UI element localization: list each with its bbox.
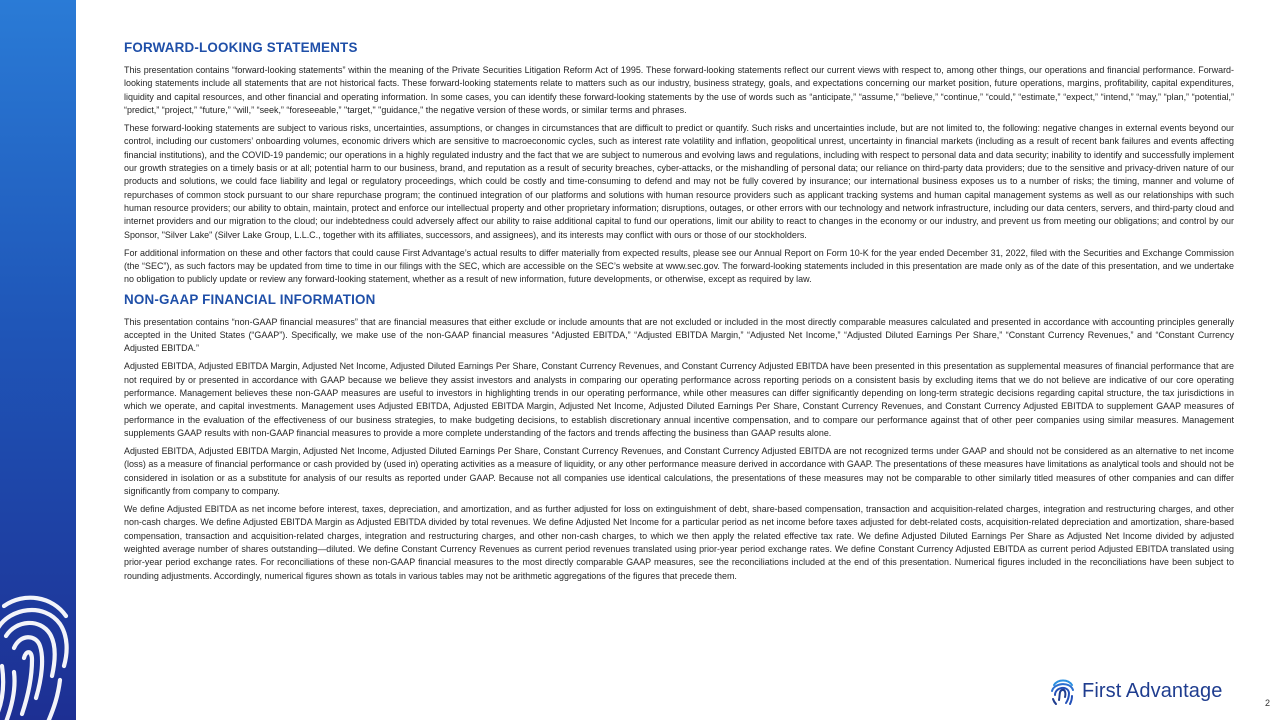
logo-text: First Advantage: [1082, 679, 1223, 702]
content-area: [124, 40, 1234, 588]
non-gaap-title: NON-GAAP FINANCIAL INFORMATION: [124, 291, 376, 307]
non-gaap-paragraph-1: This presentation contains “non-GAAP financial measures” that are financial measures that either exclude or include amounts that are not excluded or included in the most directly comparable measures calculated and presented in accordance with accounting principles generally accepted in the United States (“GAAP”). Specifically, we make use of the non-GAAP financial measures “Adjusted EBITDA,” “Adjusted EBITDA Margin,” “Adjusted Net Income,” “Adjusted Diluted Earnings Per Share,” “Constant Currency Revenues,” and “Constant Currency Adjusted EBITDA.”: [124, 316, 1234, 354]
forward-looking-paragraph-3: For additional information on these and other factors that could cause First Advantage’s actual results to differ materially from expected results, please see our Annual Report on Form 10-K for the year ended December 31, 2022, filed with the Securities and Exchange Commission (the “SEC”), as such factors may be updated from time to time in our filings with the SEC, which are accessible on the SEC’s website at www.sec.gov. The forward-looking statements included in this presentation are made only as of the date of this presentation, and we undertake no obligation to publicly update or review any forward-looking statement, whether as a result of new information, future developments, or otherwise, except as required by law.: [124, 247, 1234, 285]
fingerprint-icon: [0, 588, 76, 720]
non-gaap-paragraph-3: Adjusted EBITDA, Adjusted EBITDA Margin, Adjusted Net Income, Adjusted Diluted Earnings Per Share, Constant Currency Revenues, and Constant Currency Adjusted EBITDA are not recognized terms under GAAP and should not be considered as an alternative to net income (loss) as a measure of financial performance or cash provided by (used in) operating activities as a measure of liquidity, or any other performance measure derived in accordance with GAAP. The presentations of these measures have limitations as analytical tools and should not be considered in isolation or as a substitute for analysis of our results as reported under GAAP. Because not all companies use identical calculations, the presentations of these measures may not be comparable to other similarly titled measures of other companies and can differ significantly from company to company.: [124, 445, 1234, 496]
page-number: 2: [1265, 698, 1271, 708]
forward-looking-title: FORWARD-LOOKING STATEMENTS: [124, 40, 358, 55]
company-logo: [1048, 676, 1222, 706]
side-bar: [0, 0, 76, 720]
forward-looking-paragraph-1: This presentation contains “forward-looking statements” within the meaning of the Private Securities Litigation Reform Act of 1995. These forward-looking statements reflect our current views with respect to, among other things, our operations and financial performance. Forward-looking statements include all statements that are not historical facts. These forward-looking statements relate to matters such as our industry, business strategy, goals, and expectations concerning our market position, future operations, margins, profitability, capital expenditures, liquidity and capital resources, and other financial and operating information. In some cases, you can identify these forward-looking statements by the use of words such as “anticipate,” “assume,” “believe,” “continue,” “could,” “estimate,” “expect,” “intend,” “may,” “plan,” “potential,” “predict,” “project,” “future,” “will,” “seek,” “foreseeable,” "target," "guidance," the negative version of these words, or similar terms and phrases.: [124, 65, 1234, 116]
forward-looking-paragraph-2: These forward-looking statements are subject to various risks, uncertainties, assumptions, or changes in circumstances that are difficult to predict or quantify. Such risks and uncertainties include, but are not limited to, the following: negative changes in external events beyond our control, including our customers’ onboarding volumes, economic drivers which are sensitive to macroeconomic cycles, such as interest rate volatility and inflation, geopolitical unrest, uncertainty in financial markets (including as a result of recent bank failures and events affecting financial institutions), and the COVID-19 pandemic; our operations in a highly regulated industry and the fact that we are subject to numerous and evolving laws and regulations, including with respect to personal data and data security; inability to identify and successfully implement our growth strategies on a timely basis or at all; potential harm to our business, brand, and reputation as a result of security breaches, cyber-attacks, or the mishandling of personal data; our reliance on third-party data providers; due to the sensitive and privacy-driven nature of our products and solutions, we could face liability and legal or regulatory proceedings, which could be costly and time-consuming to defend and may not be fully covered by insurance; our international business exposes us to a number of risks; the timing, manner and volume of repurchases of common stock pursuant to our share repurchase program; the continued integration of our platforms and solutions with human resource providers such as applicant tracking systems and human capital management systems as well as our relationships with such human resource providers; our ability to obtain, maintain, protect and enforce our intellectual property and other proprietary information; disruptions, outages, or other errors with our technology and network infrastructure, including our data centers, servers, and third-party cloud and internet providers and our migration to the cloud; our indebtedness could adversely affect our ability to raise additional capital to fund our operations, limit our ability to react to changes in the economy or our industry, and prevent us from meeting our obligations; and control by our Sponsor, "Silver Lake" (Silver Lake Group, L.L.C., together with its affiliates, successors, and assignees), and its interests may conflict with ours or those of our stockholders.: [124, 122, 1234, 240]
non-gaap-paragraph-4: We define Adjusted EBITDA as net income before interest, taxes, depreciation, and amortization, and as further adjusted for loss on extinguishment of debt, share-based compensation, transaction and acquisition-related charges, integration and restructuring charges, and other non-cash charges. We define Adjusted EBITDA Margin as Adjusted EBITDA divided by total revenues. We define Adjusted Net Income for a particular period as net income before taxes adjusted for debt-related costs, acquisition-related depreciation and amortization, share-based compensation, transaction and acquisition-related charges, integration and restructuring charges, and other non-cash charges, to which we then apply the related effective tax rate. We define Adjusted Diluted Earnings Per Share as Adjusted Net Income divided by adjusted weighted average number of shares outstanding—diluted. We define Constant Currency Revenues as current period revenues translated using prior-year period exchange rates. We define Constant Currency Adjusted EBITDA as current period Adjusted EBITDA translated using prior-year period exchange rates. For reconciliations of these non-GAAP financial measures to the most directly comparable GAAP measures, see the reconciliations included at the end of this presentation. Numerical figures included in the reconciliations have been subject to rounding adjustments. Accordingly, numerical figures shown as totals in various tables may not be arithmetic aggregations of the figures that precede them.: [124, 503, 1234, 581]
fingerprint-icon: [1048, 676, 1078, 706]
non-gaap-paragraph-2: Adjusted EBITDA, Adjusted EBITDA Margin, Adjusted Net Income, Adjusted Diluted Earnings Per Share, Constant Currency Revenues, and Constant Currency Adjusted EBITDA have been presented in this presentation as supplemental measures of financial performance that are not required by or presented in accordance with GAAP because we believe they assist investors and analysts in comparing our operating performance across reporting periods on a consistent basis by excluding items that we do not believe are indicative of our core operating performance. Management believes these non-GAAP measures are useful to investors in highlighting trends in our operating performance, while other measures can differ significantly depending on long-term strategic decisions regarding capital structure, the tax jurisdictions in which we operate, and capital investments. Management uses Adjusted EBITDA, Adjusted EBITDA Margin, Adjusted Net Income, Adjusted Diluted Earnings Per Share, Constant Currency Revenues, and Constant Currency Adjusted EBITDA to supplement GAAP measures of performance in the evaluation of the effectiveness of our business strategies, to make budgeting decisions, to establish discretionary annual incentive compensation, and to compare our performance against that of other peer companies using similar measures. Management supplements GAAP results with non-GAAP financial measures to provide a more complete understanding of the factors and trends affecting the business than GAAP results alone.: [124, 361, 1234, 439]
